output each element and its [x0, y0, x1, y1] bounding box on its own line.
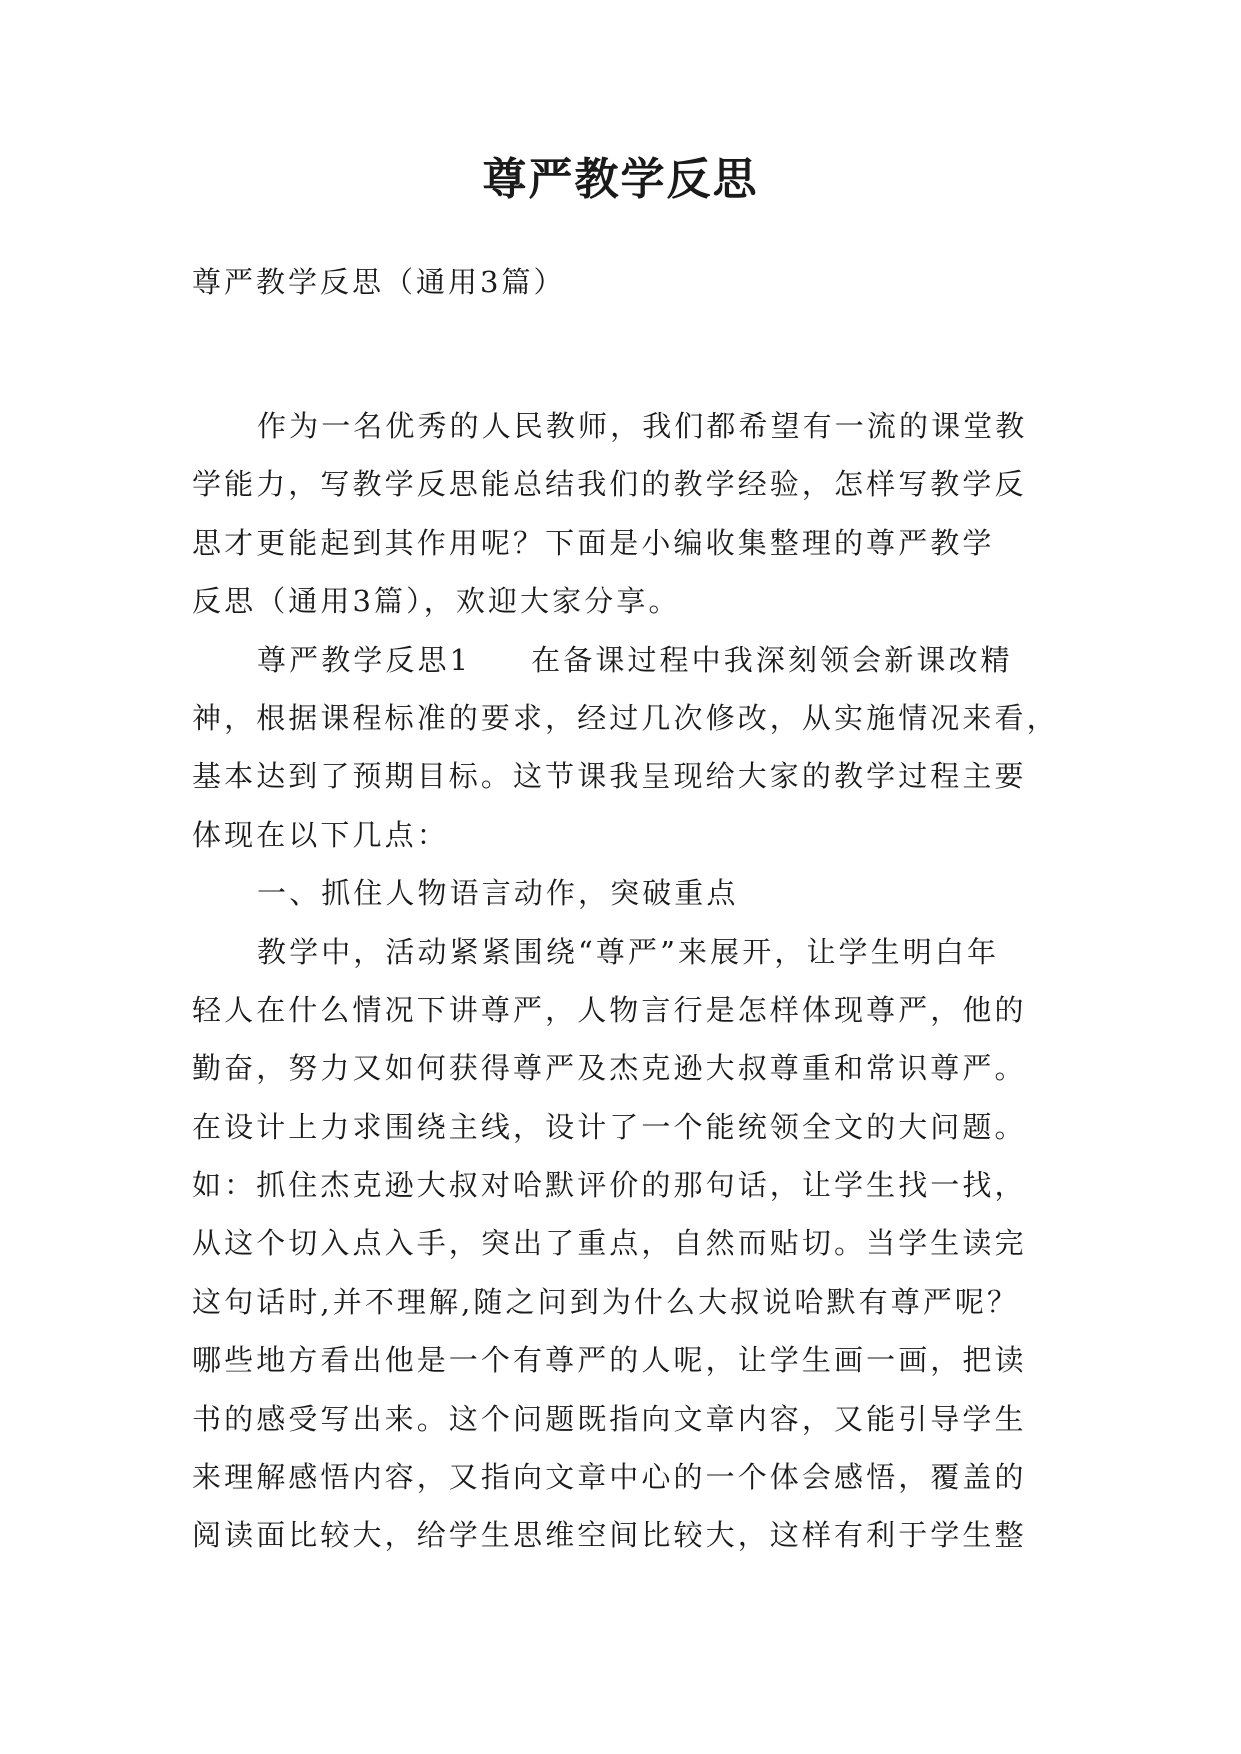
paragraph-line: 神，根据课程标准的要求，经过几次修改，从实施情况来看， — [192, 700, 1059, 735]
paragraph-line: 教学中，活动紧紧围绕“尊严”来展开，让学生明白年 — [257, 934, 1000, 969]
paragraph-line: 体现在以下几点： — [192, 817, 449, 852]
document-body — [192, 406, 1059, 1574]
paragraph-text: 在备课过程中我深刻领会新课改精 — [531, 642, 1013, 677]
paragraph-line: 勤奋，努力又如何获得尊严及杰克逊大叔尊重和常识尊严。 — [192, 1051, 1027, 1086]
paragraph-line: 思才更能起到其作用呢？下面是小编收集整理的尊严教学 — [192, 525, 995, 560]
paragraph-line: 基本达到了预期目标。这节课我呈现给大家的教学过程主要 — [192, 759, 1027, 794]
paragraph-line: 来理解感悟内容，又指向文章中心的一个体会感悟，覆盖的 — [192, 1460, 1027, 1495]
paragraph-line: 在设计上力求围绕主线，设计了一个能统领全文的大问题。 — [192, 1109, 1027, 1144]
paragraph-line: 阅读面比较大，给学生思维空间比较大，这样有利于学生整 — [192, 1518, 1027, 1553]
paragraph-line: 书的感受写出来。这个问题既指向文章内容，又能引导学生 — [192, 1401, 1027, 1436]
subheading-line: 一、抓住人物语言动作，突破重点 — [257, 876, 739, 911]
section-heading: 尊严教学反思1 — [257, 642, 472, 677]
paragraph-line: 哪些地方看出他是一个有尊严的人呢，让学生画一画，把读 — [192, 1343, 1027, 1378]
section-heading-line — [192, 640, 1052, 698]
paragraph-line: 学能力，写教学反思能总结我们的教学经验，怎样写教学反 — [192, 467, 1027, 502]
paragraph-line: 从这个切入点入手，突出了重点，自然而贴切。当学生读完 — [192, 1226, 1027, 1261]
paragraph-line: 作为一名优秀的人民教师，我们都希望有一流的课堂教 — [257, 409, 1028, 443]
document-subtitle: 尊严教学反思（通用3篇） — [192, 265, 566, 299]
paragraph-line: 反思（通用3篇），欢迎大家分享。 — [192, 584, 681, 619]
paragraph-line: 如：抓住杰克逊大叔对哈默评价的那句话，让学生找一找， — [192, 1168, 1027, 1203]
document-title: 尊严教学反思 — [482, 154, 759, 205]
paragraph-line: 轻人在什么情况下讲尊严，人物言行是怎样体现尊严，他的 — [192, 992, 1027, 1027]
paragraph-line: 这句话时,并不理解,随之问到为什么大叔说哈默有尊严呢？ — [192, 1284, 1020, 1319]
